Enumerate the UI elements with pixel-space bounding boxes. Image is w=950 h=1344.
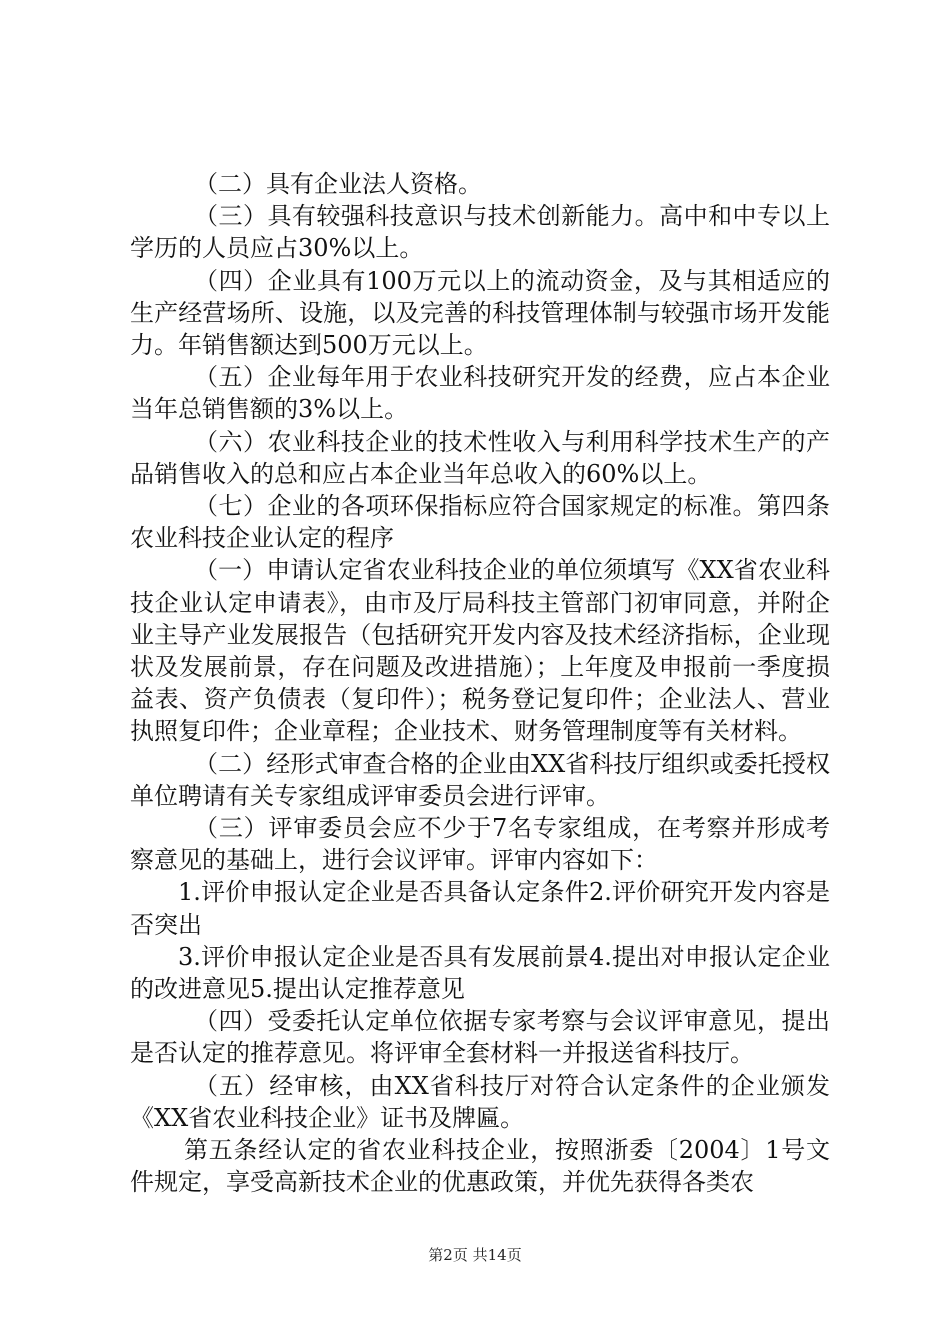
paragraph: （四）企业具有100万元以上的流动资金，及与其相适应的生产经营场所、设施，以及完善的科技管理体制与较强市场开发能力。年销售额达到500万元以上。 [130, 266, 830, 360]
page-footer: 第2页 共14页 [428, 1246, 522, 1264]
list-item: 3.评价申报认定企业是否具有发展前景4.提出对申报认定企业的改进意见5.提出认定推荐意见 [130, 942, 830, 1004]
list-item: 1.评价申报认定企业是否具备认定条件2.评价研究开发内容是否突出 [130, 878, 830, 939]
paragraph: （二）具有企业法人资格。 [194, 170, 482, 198]
document-body [130, 168, 830, 1199]
paragraph: （一）申请认定省农业科技企业的单位须填写《XX省农业科技企业认定申请表》，由市及厅局科技主管部门初审同意，并附企业主导产业发展报告（包括研究开发内容及技术经济指标，企业现状及发展前景，存在问题及改进措施）；上年度及申报前一季度损益表、资产负债表（复印件）；税务登记复印件；企业法人、营业执照复印件；企业章程；企业技术、财务管理制度等有关材料。 [130, 556, 830, 746]
paragraph: （五）企业每年用于农业科技研究开发的经费，应占本企业当年总销售额的3%以上。 [130, 363, 830, 424]
paragraph: （三）具有较强科技意识与技术创新能力。高中和中专以上学历的人员应占30%以上。 [130, 202, 830, 263]
paragraph: （六）农业科技企业的技术性收入与利用科学技术生产的产品销售收入的总和应占本企业当年总收入的60%以上。 [130, 427, 830, 488]
paragraph: （四）受委托认定单位依据专家考察与会议评审意见，提出是否认定的推荐意见。将评审全套材料一并报送省科技厅。 [130, 1007, 830, 1068]
paragraph: 第五条经认定的省农业科技企业，按照浙委〔2004〕1号文件规定，享受高新技术企业的优惠政策，并优先获得各类农 [130, 1136, 830, 1197]
paragraph: （三）评审委员会应不少于7名专家组成，在考察并形成考察意见的基础上，进行会议评审。评审内容如下： [130, 814, 830, 875]
paragraph: （五）经审核，由XX省科技厅对符合认定条件的企业颁发《XX省农业科技企业》证书及牌匾。 [130, 1071, 830, 1132]
paragraph: （二）经形式审查合格的企业由XX省科技厅组织或委托授权单位聘请有关专家组成评审委员会进行评审。 [130, 749, 830, 810]
paragraph: （七）企业的各项环保指标应符合国家规定的标准。第四条农业科技企业认定的程序 [130, 492, 830, 553]
